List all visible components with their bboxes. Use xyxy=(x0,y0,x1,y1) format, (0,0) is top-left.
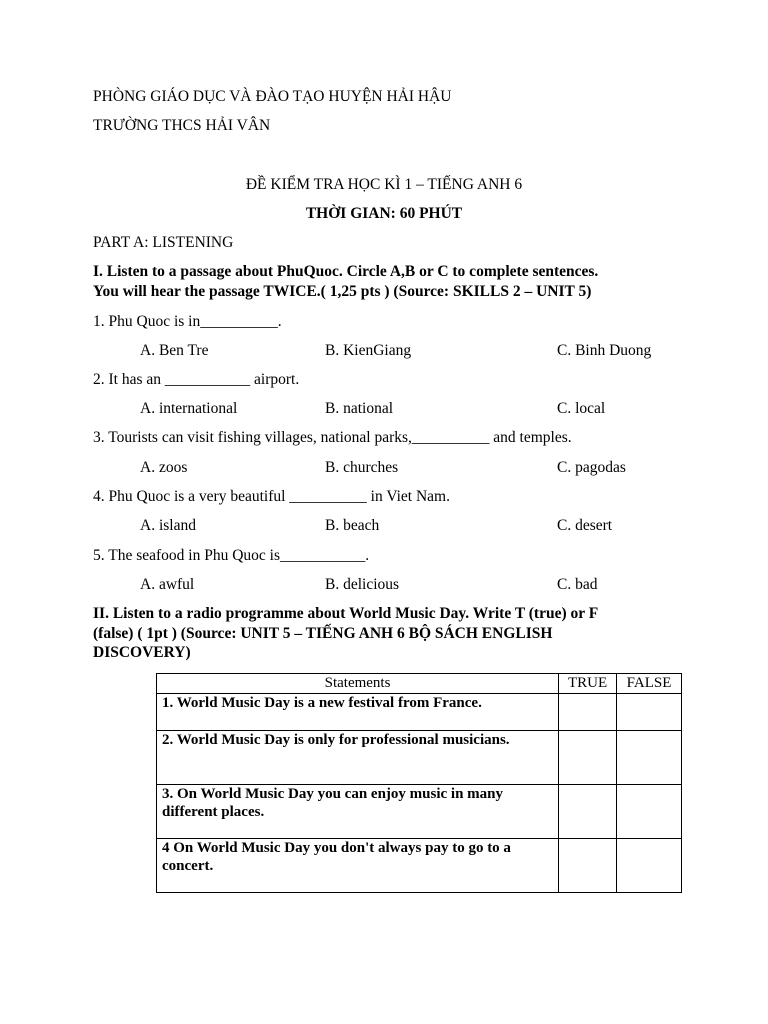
table-row xyxy=(157,731,682,785)
education-office-name: PHÒNG GIÁO DỤC VÀ ĐÀO TẠO HUYỆN HẢI HẬU xyxy=(93,88,452,105)
statement-3: 3. On World Music Day you can enjoy music in many different places. xyxy=(157,785,559,839)
section2-instruction-line1: II. Listen to a radio programme about World Music Day. Write T (true) or F xyxy=(93,605,599,622)
question-5-option-a[interactable]: A. awful xyxy=(140,576,195,593)
statement-2-false-cell[interactable] xyxy=(617,731,682,785)
question-5: 5. The seafood in Phu Quoc is___________. xyxy=(93,547,370,564)
section1-instruction-line1: I. Listen to a passage about PhuQuoc. Circle A,B or C to complete sentences. xyxy=(93,263,599,280)
question-4: 4. Phu Quoc is a very beautiful __________ in Viet Nam. xyxy=(93,488,450,505)
statement-1: 1. World Music Day is a new festival from France. xyxy=(157,694,559,731)
true-false-table xyxy=(156,673,682,893)
statement-4-true-cell[interactable] xyxy=(559,839,617,893)
school-name: TRƯỜNG THCS HẢI VÂN xyxy=(93,117,271,134)
question-1-option-a[interactable]: A. Ben Tre xyxy=(140,342,209,359)
question-1: 1. Phu Quoc is in__________. xyxy=(93,313,282,330)
statement-3-false-cell[interactable] xyxy=(617,785,682,839)
table-header-row xyxy=(157,674,682,694)
question-3-option-b[interactable]: B. churches xyxy=(325,459,399,476)
table-row xyxy=(157,839,682,893)
question-2-option-b[interactable]: B. national xyxy=(325,400,394,417)
statement-2: 2. World Music Day is only for professional musicians. xyxy=(157,731,559,785)
statement-3-true-cell[interactable] xyxy=(559,785,617,839)
statement-2-true-cell[interactable] xyxy=(559,731,617,785)
exam-time: THỜI GIAN: 60 PHÚT xyxy=(305,205,463,222)
part-heading: PART A: LISTENING xyxy=(93,234,234,251)
question-1-option-b[interactable]: B. KienGiang xyxy=(325,342,412,359)
question-4-option-a[interactable]: A. island xyxy=(140,517,196,534)
true-header: TRUE xyxy=(559,674,617,694)
question-3: 3. Tourists can visit fishing villages, national parks,__________ and temples. xyxy=(93,429,572,446)
section2-instruction-line3: DISCOVERY) xyxy=(93,644,191,661)
question-3-option-a[interactable]: A. zoos xyxy=(140,459,188,476)
question-4-option-b[interactable]: B. beach xyxy=(325,517,380,534)
false-header: FALSE xyxy=(617,674,682,694)
section1-instruction-line2: You will hear the passage TWICE.( 1,25 pts ) (Source: SKILLS 2 – UNIT 5) xyxy=(93,283,592,300)
question-3-option-c[interactable]: C. pagodas xyxy=(557,459,626,476)
statement-1-true-cell[interactable] xyxy=(559,694,617,731)
statements-header: Statements xyxy=(157,674,559,694)
question-4-option-c[interactable]: C. desert xyxy=(557,517,613,534)
section2-instruction-line2: (false) ( 1pt ) (Source: UNIT 5 – TIẾNG ANH 6 BỘ SÁCH ENGLISH xyxy=(93,625,553,642)
statement-4-false-cell[interactable] xyxy=(617,839,682,893)
question-5-option-c[interactable]: C. bad xyxy=(557,576,598,593)
question-2-option-c[interactable]: C. local xyxy=(557,400,606,417)
question-2-option-a[interactable]: A. international xyxy=(140,400,238,417)
question-2: 2. It has an ___________ airport. xyxy=(93,371,300,388)
statement-4: 4 On World Music Day you don't always pay to go to a concert. xyxy=(157,839,559,893)
question-5-option-b[interactable]: B. delicious xyxy=(325,576,400,593)
statement-1-false-cell[interactable] xyxy=(617,694,682,731)
table-row xyxy=(157,785,682,839)
question-1-option-c[interactable]: C. Binh Duong xyxy=(557,342,652,359)
exam-title: ĐỀ KIỂM TRA HỌC KÌ 1 – TIẾNG ANH 6 xyxy=(245,176,523,193)
table-row xyxy=(157,694,682,731)
